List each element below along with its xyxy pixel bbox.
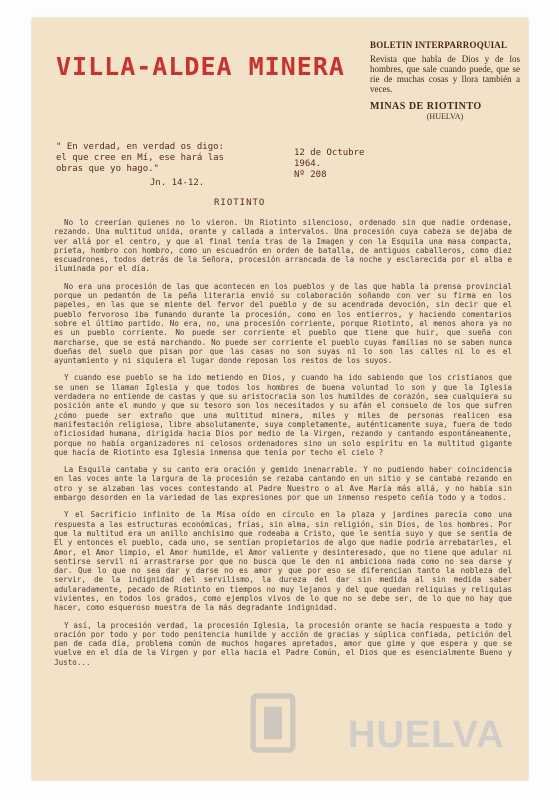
section-title: RIOTINTO [214,198,266,208]
archive-watermark: HUELVA [348,714,505,756]
issue-date: 12 de Octubre [294,148,365,158]
epigraph-quote: " En verdad, en verdad os digo: el que cree en Mí, ese hará las obras que yo hago." [56,142,224,174]
document-page [32,18,528,780]
masthead-info [370,40,520,122]
paragraph: Y cuando ese pueblo se ha ido metiendo en Dios, y cuando ha ido sabiendo que los cristianos que se unen se llaman Iglesia y que todos los hombres de buena voluntad lo son y que la Iglesia verdadera no entiende de castas y que su aristocracia son los humildes de corazón, sea cualquiera su posición ante el mundo y que su tesoro son los necesitados y su afán el consuelo de los que sufren ¿cómo puede ser extraño que una multitud minera, miles y miles de personas realicen esa manifestación religiosa, libre absolutamente, suya completamente, auténticamente suya, fuera de todo oficiosidad humana, dirigida hacia Dios por medio de la Virgen, rezando y cantando espontáneamente, porque no había organizadores ni celosos ordenadores sino un solo espíritu en la multitud gigante que hacía de Riotinto esa Iglesia inmensa que tenía por techo el cielo ? [54,373,512,457]
article-body [54,218,512,675]
publication-province: (HUELVA) [426,112,464,121]
paragraph: Y el Sacrificio infinito de la Misa oído en círculo en la plaza y jardines parecía como una respuesta a las estructuras económicas, frías, sin alma, sin religión, sin Dios, de los hombres. Por que la multitud era un anillo anchísimo que rodeaba a Cristo, que le sentía suyo y que se sentía de El y entonces el pueblo, cada uno, se sentían propietarios de algo que nadie podría arrebatarles, el Amor, el Amor limpio, el Amor humilde, el Amor valiente y desinteresado, que no tiene que adular ni sentirse servil ni arrastrarse por que no busca que le den ni ambiciona nada como no sea darse y dar. Que lo que no sea dar y darse no es amor y que por eso se diferencian tanto la nobleza del servir, de la indignidad del servilismo, la dureza del dar sin medida al sin medida saber adularadamente, pecado de Riotinto en tiempos no muy lejanos y del que quedan reliquias y reliquias vivientes, en todos los grados, como ejemplos vivos de lo que no se debe ser, de lo que no hay que hacer, como esqueroso muestra de la más degradante indignidad. [54,510,512,613]
paragraph: No era una procesión de las que acontecen en los pueblos y de las que habla la prensa provincial porque un pedantón de la peña literaria envió su colaboración soñando con ver su firma en los papeles, en las que se miente del fervor del pueblo y de su acendrada devoción, sin decir que el pueblo fervoroso iba fumando durante la procesión, como en los entierros, y haciendo comentarios sobre el último partido. No era, no, una procesión corriente, porque Riotinto, al menos ahora ya no es un pueblo corriente. No puede ser corriente el pueblo que tiene que huir, que sueña con marcharse, que se está marchando. No puede ser corriente el pueblo cuyas familias no se saben nunca dueñas del suelo que pisan por que las casas no son suyas ni lo son las calles ni lo es el ayuntamiento y ni siquiera el lugar donde reposan los restos de los suyos. [54,281,512,366]
masthead-title: VILLA-ALDEA MINERA [56,52,345,81]
archive-logo-icon [228,678,318,768]
bulletin-description: Revista que habla de Dios y de los hombres, que sale cuando puede, que se rie de muchas cosas y llora también a veces. [370,54,520,94]
issue-info [294,148,364,181]
issue-number: Nº 208 [294,170,327,180]
publication-place: MINAS DE RIOTINTO [370,101,482,112]
paragraph: La Esquila cantaba y su canto era oración y gemido inenarrable. Y no pudiendo haber coincidencia en las voces ante la largura de la procesión se rezaba cantando en un sitio y se cantaba rezando en otro y se alzaban las voces contestando al Padre Nuestro o al Ave María más allá, y no había sin embargo desorden en la variedad de las expresiones por que un inmenso respeto ceñía todo y a todos. [54,465,512,503]
epigraph-reference: Jn. 14-12. [150,178,205,188]
issue-year: 1964. [294,159,322,169]
paragraph: No lo creerían quienes no lo vieron. Un Riotinto silencioso, ordenado sin que nadie ordenase, rezando. Una multitud unida, orante y callada a intervalos. Una procesión cuya cabeza se dejaba de ver allá por el centro, y que al final tenía tras de la Imagen y con la Esquila una masa compacta, prieta, hombro con hombro, como un escuadrón en orden de batalla, de antiguos caballeros, como diez escuadrones, todos detrás de la Señora, procesión arrancada de la noche y esclarecida por el alba e iluminada por el día. [54,218,512,274]
paragraph: Y así, la procesión verdad, la procesión Iglesia, la procesión orante se hacía respuesta a todo y oración por todo y por todo penitencia humilde y acción de gracias y súplica confiada, petición del pan de cada día, problema común de muchos hogares apretados, amor que gime y que espera y que se vuelve en el día de la Virgen y por ella hacia el Padre Común, el Dios que es esencialmente Bueno y Justo... [54,620,512,667]
bulletin-label: BOLETIN INTERPARROQUIAL [370,40,508,50]
